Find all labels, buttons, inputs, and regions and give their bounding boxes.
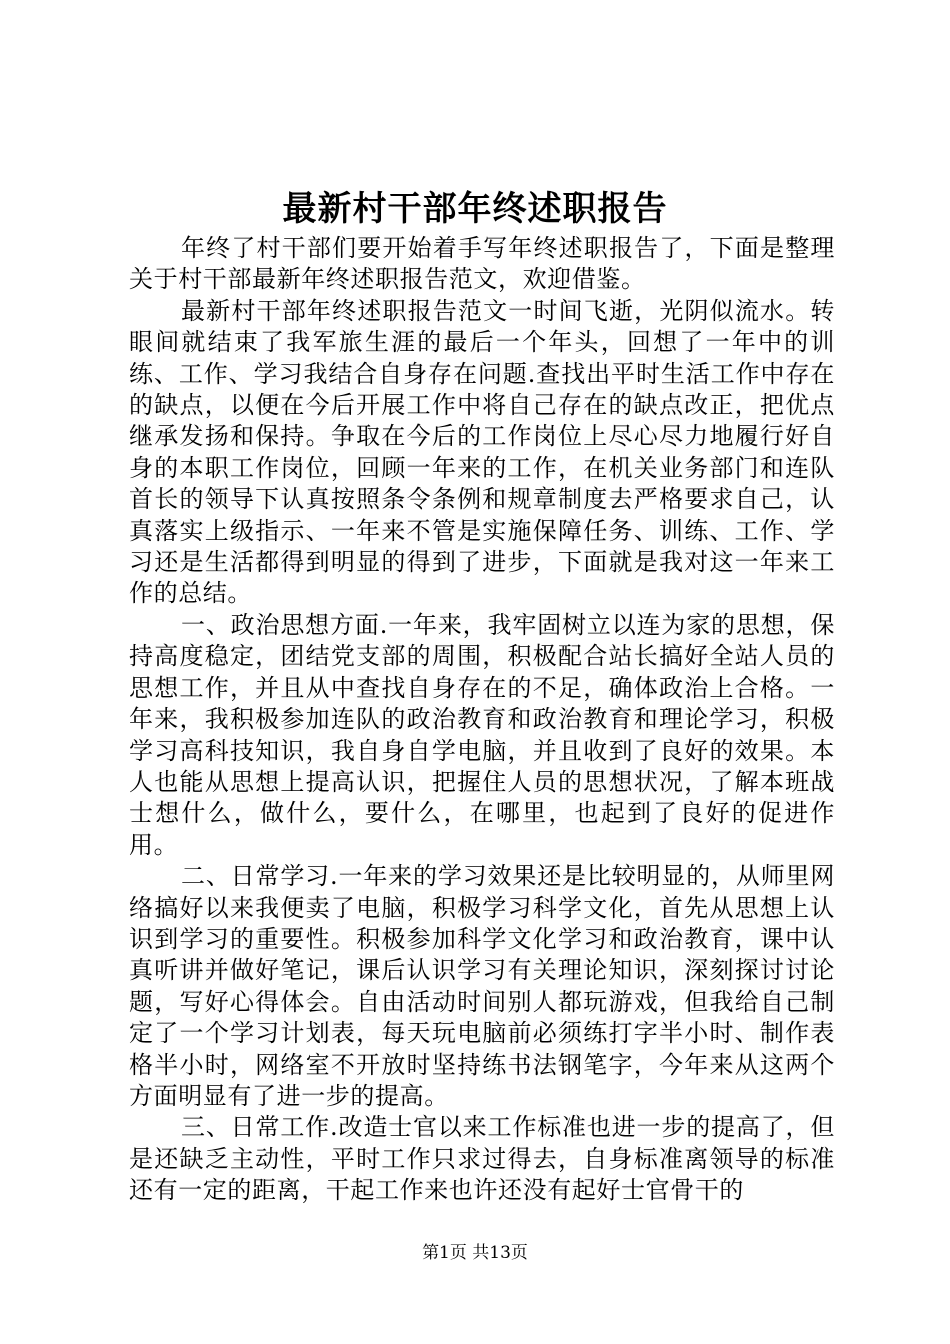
paragraph-overview: 最新村干部年终述职报告范文一时间飞逝，光阴似流水。转眼间就结束了我军旅生涯的最后一个年头，回想了一年中的训练、工作、学习我结合自身存在问题.查找出平时生活工作中存在的缺点，以便在今后开展工作中将自己存在的缺点改正，把优点继承发扬和保持。争取在今后的工作岗位上尽心尽力地履行好自身的本职工作岗位，回顾一年来的工作，在机关业务部门和连队首长的领导下认真按照条令条例和规章制度去严格要求自己，认真落实上级指示、一年来不管是实施保障任务、训练、工作、学习还是生活都得到明显的得到了进步，下面就是我对这一年来工作的总结。 [129, 296, 835, 608]
paragraph-daily-study: 二、日常学习.一年来的学习效果还是比较明显的，从师里网络搞好以来我便卖了电脑，积极学习科学文化，首先从思想上认识到学习的重要性。积极参加科学文化学习和政治教育，课中认真听讲并做好笔记，课后认识学习有关理论知识，深刻探讨讨论题，写好心得体会。自由活动时间别人都玩游戏，但我给自己制定了一个学习计划表，每天玩电脑前必须练打字半小时、制作表格半小时，网络室不开放时坚持练书法钢笔字，今年来从这两个方面明显有了进一步的提高。 [129, 862, 835, 1110]
paragraph-daily-work: 三、日常工作.改造士官以来工作标准也进一步的提高了，但是还缺乏主动性，平时工作只求过得去，自身标准离领导的标准还有一定的距离，干起工作来也许还没有起好士官骨干的 [129, 1113, 835, 1205]
paragraph-political-thought: 一、政治思想方面.一年来，我牢固树立以连为家的思想，保持高度稳定，团结党支部的周围，积极配合站长搞好全站人员的思想工作，并且从中查找自身存在的不足，确体政治上合格。一年来，我积极参加连队的政治教育和政治教育和理论学习，积极学习高科技知识，我自身自学电脑，并且收到了良好的效果。本人也能从思想上提高认识，把握住人员的思想状况，了解本班战士想什么，做什么，要什么，在哪里，也起到了良好的促进作用。 [129, 610, 835, 859]
document-title: 最新村干部年终述职报告 [282, 189, 668, 229]
paragraph-intro: 年终了村干部们要开始着手写年终述职报告了，下面是整理关于村干部最新年终述职报告范文，欢迎借鉴。 [129, 234, 835, 294]
document-body [129, 233, 835, 1207]
page-number-footer: 第1页 共13页 [422, 1243, 528, 1263]
